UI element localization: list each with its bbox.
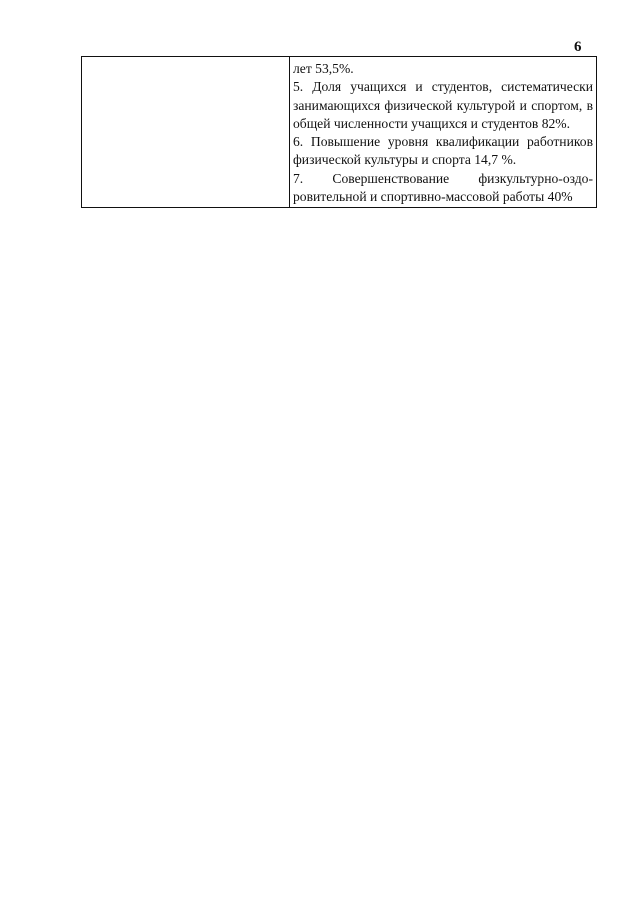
- paragraph-continuation: лет 53,5%.: [293, 61, 354, 76]
- paragraph-item-7: 7. Совершенствование физкультурно-оздоровительной и спортивно-массовой работы 40%: [293, 170, 593, 205]
- paragraph-item-6: 6. Повышение уровня квалификации работников физической культуры и спорта 14,7 %.: [293, 134, 593, 168]
- page-number: 6: [574, 39, 582, 55]
- table-row: [82, 57, 597, 208]
- table-cell-left: [82, 57, 290, 208]
- paragraph-item-5: 5. Доля учащихся и студентов, систематически занимающихся физической культурой и спортом, в общей численности учащихся и студентов 82%.: [293, 79, 593, 131]
- content-table: [81, 56, 597, 208]
- table-cell-right: [290, 57, 597, 208]
